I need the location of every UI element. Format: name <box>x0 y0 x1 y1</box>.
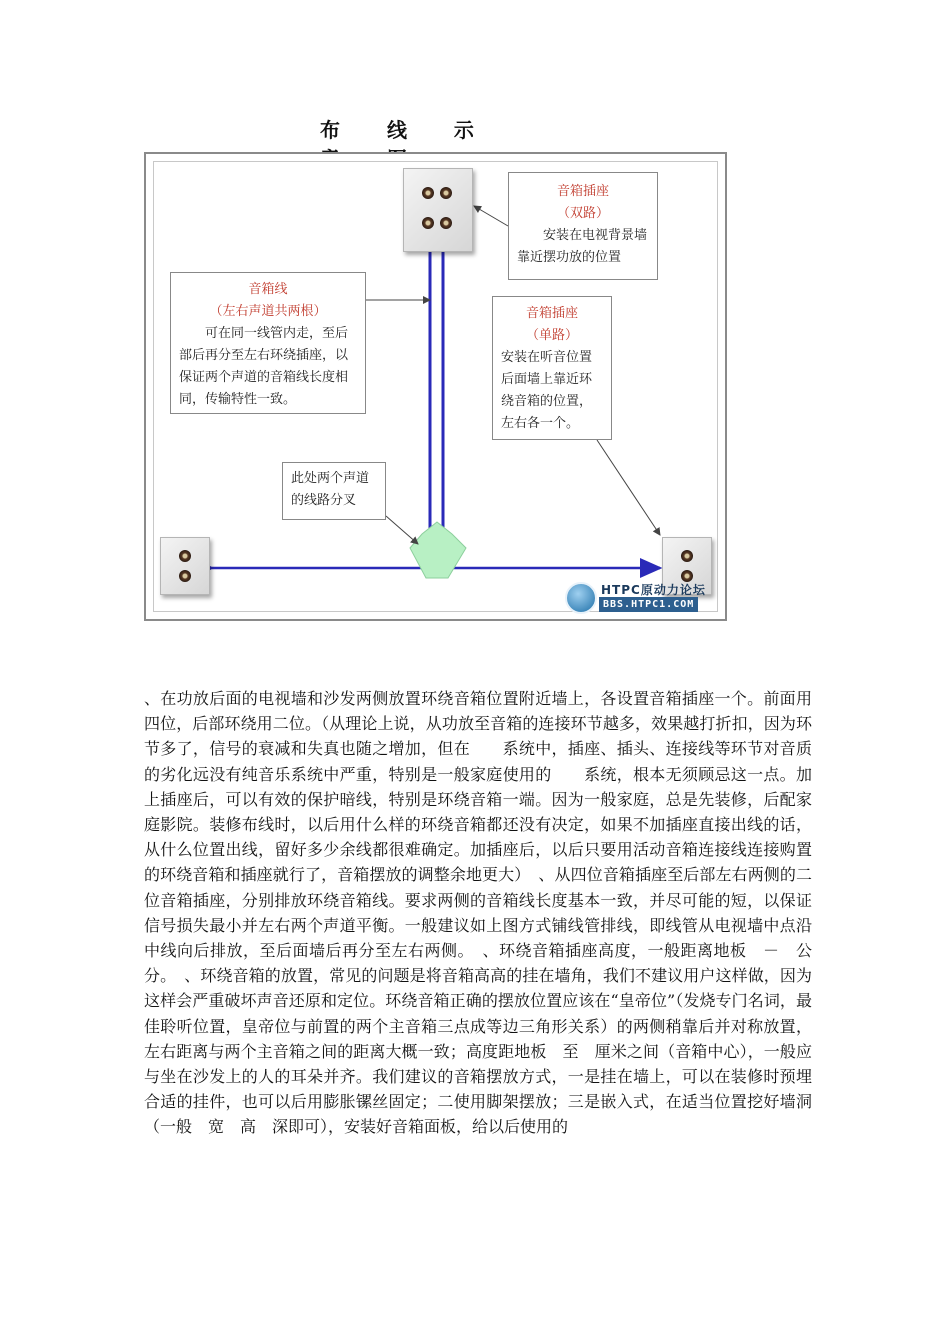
forum-logo <box>565 580 725 614</box>
socket-hole <box>422 187 434 199</box>
body-paragraph: 、在功放后面的电视墙和沙发两侧放置环绕音箱位置附近墙上，各设置音箱插座一个。前面用四位，后部环绕用二位。（从理论上说，从功放至音箱的连接环节越多，效果越打折扣，因为环节多了，信号的衰减和失真也随之增加，但在 系统中，插座、插头、连接线等环节对音质的劣化远没有纯音乐系统中严重，特别是一般家庭使用的 系统，根本无须顾忌这一点。加上插座后，可以有效的保护暗线，特别是环绕音箱一端。因为一般家庭，总是先装修，后配家庭影院。装修布线时，以后用什么样的环绕音箱都还没有决定，如果不加插座直接出线的话，从什么位置出线，留好多少余线都很难确定。加插座后，以后只要用活动音箱连接线连接购置的环绕音箱和插座就行了，音箱摆放的调整余地更大） 、从四位音箱插座至后部左右两侧的二位音箱插座，分别排放环绕音箱线。要求两侧的音箱线长度基本一致，并尽可能的短，以保证信号损失最小并左右两个声道平衡。一般建议如上图方式铺线管排线，即线管从电视墙中点沿中线向后排放，至后面墙后再分至左右两侧。 、环绕音箱插座高度，一般距离地板 － 公分。 、环绕音箱的放置，常见的问题是将音箱高高的挂在墙角，我们不建议用户这样做，因为这样会严重破坏声音还原和定位。环绕音箱正确的摆放位置应该在“皇帝位”（发烧专门名词，最佳聆听位置，皇帝位与前置的两个主音箱三点成等边三角形关系）的两侧稍靠后并对称放置，左右距离与两个主音箱之间的距离大概一致；高度距地板 至 厘米之间（音箱中心），一般应与坐在沙发上的人的耳朵并齐。我们建议的音箱摆放方式，一是挂在墙上，可以在装修时预埋合适的挂件，也可以后用膨胀镙丝固定；二使用脚架摆放；三是嵌入式，在适当位置挖好墙洞（一般 宽 高 深即可），安装好音箱面板，给以后使用的 <box>144 689 812 1137</box>
callout-speaker-wire <box>170 272 366 414</box>
callout-body: 安装在听音位置后面墙上靠近环绕音箱的位置，左右各一个。 <box>501 350 593 431</box>
socket-hole <box>179 570 191 582</box>
callout-single-socket <box>492 296 612 440</box>
callout-title: 音箱插座 <box>525 306 578 321</box>
callout-title: 音箱线 <box>248 282 288 297</box>
split-junction <box>410 522 466 578</box>
socket-hole <box>422 217 434 229</box>
socket-hole <box>440 187 452 199</box>
callout-dual-socket <box>508 172 658 280</box>
pointer-split <box>386 516 418 544</box>
callout-split-point <box>282 462 386 520</box>
socket-single-left <box>160 537 210 595</box>
socket-dual-top <box>403 168 473 252</box>
pointer-right <box>597 440 660 535</box>
callout-body: 此处两个声道的线路分叉 <box>291 471 370 508</box>
callout-subtitle: （左右声道共两根） <box>209 304 327 319</box>
wiring-lines <box>0 0 950 660</box>
callout-subtitle: （单路） <box>525 328 578 343</box>
diagram-title: 布 线 示 <box>320 118 494 142</box>
callout-title: 音箱插座 <box>556 184 609 199</box>
socket-hole <box>440 217 452 229</box>
socket-hole <box>681 550 693 562</box>
pointer-top-right <box>474 206 508 226</box>
socket-hole <box>179 550 191 562</box>
callout-body: 可在同一线管内走，至后部后再分至左右环绕插座，以保证两个声道的音箱线长度相同，传输特性一致。 <box>179 326 349 407</box>
callout-body: 安装在电视背景墙靠近摆功放的位置 <box>517 228 648 265</box>
callout-subtitle: （双路） <box>556 206 609 221</box>
logo-url: BBS.HTPC1.COM <box>599 597 698 612</box>
logo-name: HTPC原动力论坛 <box>601 583 706 597</box>
logo-icon <box>565 582 597 614</box>
